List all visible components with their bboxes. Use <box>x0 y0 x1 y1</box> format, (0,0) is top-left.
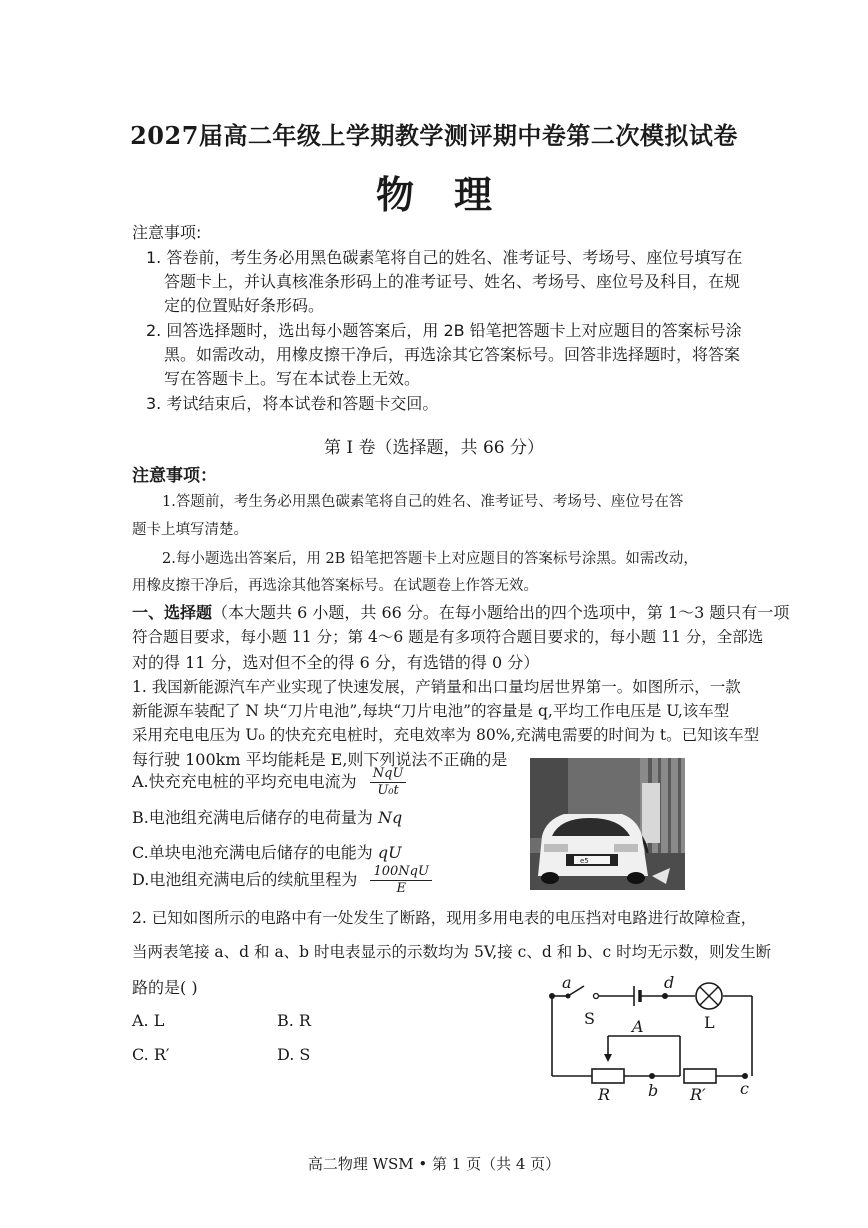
q2-option-c[interactable]: C. R′ <box>132 1045 170 1064</box>
part-intro-line: 对的得 11 分，选对但不全的得 6 分，有选错的得 0 分） <box>132 653 540 672</box>
q2-option-d[interactable]: D. S <box>277 1045 311 1064</box>
label-R-prime: R′ <box>690 1085 706 1104</box>
fraction-numerator: 100NqU <box>370 864 431 881</box>
q1-stem-line: 采用充电电压为 U₀ 的快充充电桩时，充电效率为 80%,充满电需要的时间为 t。已知该车型 <box>132 726 760 744</box>
section-notice-line: 题卡上填写清楚。 <box>132 522 248 538</box>
option-expression: Nq <box>377 808 403 827</box>
label-b: b <box>648 1081 659 1100</box>
circuit-diagram <box>540 972 770 1107</box>
q1-stem-line: 1. 我国新能源汽车产业实现了快速发展，产销量和出口量均居世界第一。如图所示，一款 <box>132 678 741 696</box>
option-text: C.单块电池充满电后储存的电能为 <box>132 843 373 862</box>
part-intro-text: （本大题共 6 小题，共 66 分。在每小题给出的四个选项中，第 1～3 题只有一项 <box>212 603 790 622</box>
q1-option-a[interactable] <box>132 766 406 799</box>
label-a: a <box>562 973 572 992</box>
part-intro-line <box>132 600 789 623</box>
q2-stem-line: 2. 已知如图所示的电路中有一处发生了断路，现用多用电表的电压挡对电路进行故障检查， <box>132 909 757 927</box>
resistor-symbol <box>684 1069 716 1083</box>
notice-line: 答题卡上，并认真核准条形码上的准考证号、姓名、考场号、座位号及科目，在规 <box>164 272 741 291</box>
label-c: c <box>740 1079 749 1098</box>
q1-stem-line: 每行驶 100km 平均能耗是 E,则下列说法不正确的是 <box>132 750 508 769</box>
label-R: R <box>598 1085 611 1104</box>
part-heading: 一、选择题 <box>132 603 213 622</box>
q1-option-c[interactable] <box>132 840 402 863</box>
node-d <box>662 993 668 999</box>
fraction-numerator: NqU <box>370 766 407 783</box>
label-S: S <box>584 1009 595 1028</box>
q2-option-b[interactable]: B. R <box>277 1011 311 1030</box>
license-plate: e5 <box>580 857 589 865</box>
label-L: L <box>704 1013 715 1032</box>
fraction-denominator: U₀t <box>377 783 399 798</box>
notice-line: 1. 答卷前，考生务必用黑色碳素笔将自己的姓名、准考证号、考场号、座位号填写在 <box>146 248 743 267</box>
q2-option-a[interactable]: A. L <box>132 1011 165 1030</box>
q1-option-d[interactable] <box>132 864 432 897</box>
page-footer: 高二物理 WSM • 第 1 页（共 4 页） <box>307 1155 561 1173</box>
option-fraction <box>370 864 431 897</box>
section-notice-line: 2.每小题选出答案后，用 2B 铅笔把答题卡上对应题目的答案标号涂黑。如需改动， <box>162 551 698 567</box>
q1-option-b[interactable] <box>132 805 402 828</box>
fraction-denominator: E <box>396 881 406 896</box>
option-text: D.电池组充满电后的续航里程为 <box>132 870 358 889</box>
section-notice-line: 用橡皮擦干净后，再选涂其他答案标号。在试题卷上作答无效。 <box>132 578 538 594</box>
q2-stem-line: 路的是( ) <box>132 978 198 997</box>
notice-line: 黑。如需改动，用橡皮擦干净后，再选涂其它答案标号。回答非选择题时，将答案 <box>164 345 741 364</box>
switch-contact <box>566 994 571 999</box>
option-fraction <box>370 766 407 799</box>
option-expression: qU <box>377 843 402 862</box>
rheostat-symbol <box>592 1069 624 1083</box>
node-a <box>549 993 555 999</box>
notice-line: 定的位置贴好条形码。 <box>164 296 325 315</box>
section-notice-line: 1.答题前，考生务必用黑色碳素笔将自己的姓名、准考证号、考场号、座位号在答 <box>162 494 684 510</box>
section-title: 第 I 卷（选择题，共 66 分） <box>324 438 544 458</box>
option-text: B.电池组充满电后储存的电荷量为 <box>132 808 373 827</box>
node-b <box>649 1073 655 1079</box>
notice-line: 2. 回答选择题时，选出每小题答案后，用 2B 铅笔把答题卡上对应题目的答案标号涂 <box>146 321 742 340</box>
notice-line: 3. 考试结束后，将本试卷和答题卡交回。 <box>146 394 439 413</box>
exam-title: 2027届高二年级上学期教学测评期中卷第二次模拟试卷 <box>130 121 738 150</box>
car-charging-photo <box>530 758 685 890</box>
notice-line: 写在答题卡上。写在本试卷上无效。 <box>164 369 421 388</box>
switch-contact <box>594 994 599 999</box>
subject-title: 物理 <box>375 172 532 217</box>
label-d: d <box>664 973 675 992</box>
option-text: A.快充充电桩的平均充电电流为 <box>132 772 357 791</box>
label-A: A <box>632 1017 644 1036</box>
car-illustration <box>530 758 685 890</box>
q2-stem-line: 当两表笔接 a、d 和 a、b 时电表显示的示数均为 5V,接 c、d 和 b、c 时均无示数，则发生断 <box>132 943 772 961</box>
part-intro-line: 符合题目要求，每小题 11 分；第 4～6 题是有多项符合题目要求的，每小题 11 分，全部选 <box>132 628 764 646</box>
q1-stem-line: 新能源车装配了 N 块“刀片电池”,每块“刀片电池”的容量是 q,平均工作电压是 U,该车型 <box>132 702 730 720</box>
notice-heading: 注意事项: <box>132 223 202 242</box>
section-notice-heading: 注意事项： <box>132 466 217 486</box>
